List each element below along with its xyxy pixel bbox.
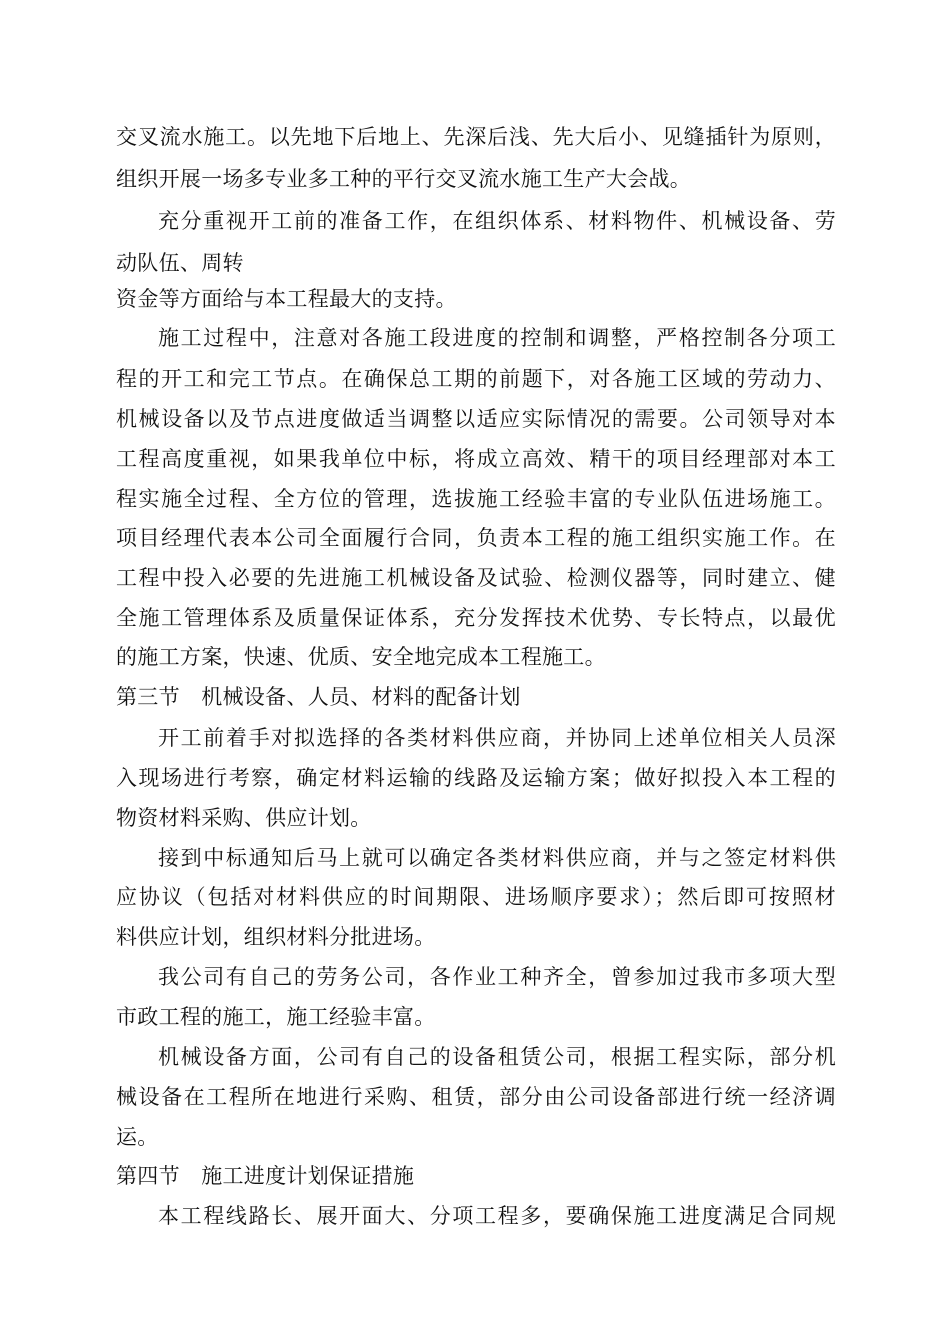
section-heading: 第三节 机械设备、人员、材料的配备计划 (116, 685, 521, 709)
text-line: 运。 (116, 1125, 159, 1149)
text-line: 充分重视开工前的准备工作，在组织体系、材料物件、机械设备、劳 (158, 209, 836, 233)
text-line: 入现场进行考察，确定材料运输的线路及运输方案；做好拟投入本工程的 (116, 766, 836, 790)
text-line: 项目经理代表本公司全面履行合同，负责本工程的施工组织实施工作。在 (116, 526, 836, 550)
text-line: 械设备在工程所在地进行采购、租赁，部分由公司设备部进行统一经济调 (116, 1085, 836, 1109)
text-line: 料供应计划，组织材料分批进场。 (116, 925, 436, 949)
text-line: 的施工方案，快速、优质、安全地完成本工程施工。 (116, 645, 606, 669)
text-line: 组织开展一场多专业多工种的平行交叉流水施工生产大会战。 (116, 167, 692, 191)
text-line: 程的开工和完工节点。在确保总工期的前题下，对各施工区域的劳动力、 (116, 367, 836, 391)
text-line: 本工程线路长、展开面大、分项工程多，要确保施工进度满足合同规 (158, 1204, 836, 1228)
text-line: 市政工程的施工，施工经验丰富。 (116, 1005, 436, 1029)
text-line: 工程中投入必要的先进施工机械设备及试验、检测仪器等，同时建立、健 (116, 566, 836, 590)
text-line: 资金等方面给与本工程最大的支持。 (116, 287, 457, 311)
text-line: 机械设备以及节点进度做适当调整以适应实际情况的需要。公司领导对本 (116, 407, 836, 431)
text-line: 交叉流水施工。以先地下后地上、先深后浅、先大后小、见缝插针为原则， (116, 125, 836, 149)
text-line: 开工前着手对拟选择的各类材料供应商，并协同上述单位相关人员深 (158, 726, 836, 750)
text-line: 机械设备方面，公司有自己的设备租赁公司，根据工程实际，部分机 (158, 1045, 836, 1069)
text-line: 程实施全过程、全方位的管理，选拔施工经验丰富的专业队伍进场施工。 (116, 487, 836, 511)
text-line: 物资材料采购、供应计划。 (116, 806, 372, 830)
text-line: 施工过程中，注意对各施工段进度的控制和调整，严格控制各分项工 (158, 326, 836, 350)
text-line: 应协议（包括对材料供应的时间期限、进场顺序要求）；然后即可按照材 (116, 885, 836, 909)
text-line: 接到中标通知后马上就可以确定各类材料供应商，并与之签定材料供 (158, 846, 836, 870)
text-line: 我公司有自己的劳务公司，各作业工种齐全，曾参加过我市多项大型 (158, 965, 836, 989)
text-line: 动队伍、周转 (116, 251, 244, 275)
text-line: 全施工管理体系及质量保证体系，充分发挥技术优势、专长特点，以最优 (116, 606, 836, 630)
text-line: 工程高度重视，如果我单位中标，将成立高效、精干的项目经理部对本工 (116, 447, 836, 471)
section-heading: 第四节 施工进度计划保证措施 (116, 1164, 415, 1188)
